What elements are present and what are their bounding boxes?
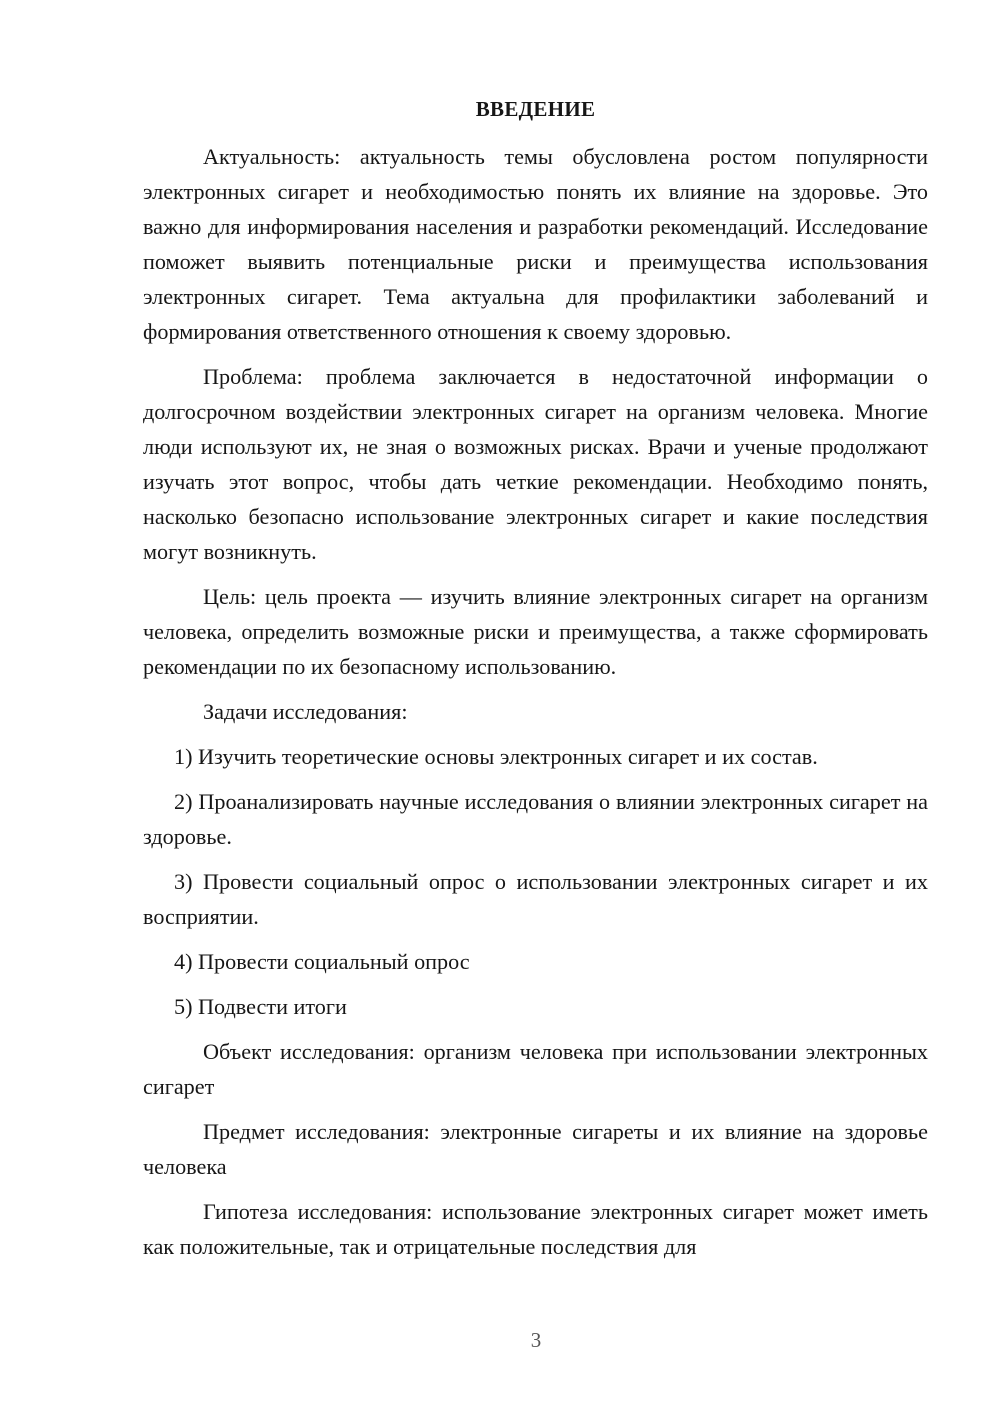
section-title: ВВЕДЕНИЕ [475,97,596,121]
task-item-3: 3) Провести социальный опрос о использовании электронных сигарет и их восприятии. [143,869,928,929]
paragraph-subject: Предмет исследования: электронные сигареты и их влияние на здоровье человека [143,1119,928,1179]
paragraph-hypothesis: Гипотеза исследования: использование электронных сигарет может иметь как положительные, так и отрицательные последствия для [143,1199,928,1259]
paragraph-problem: Проблема: проблема заключается в недостаточной информации о долгосрочном воздействии электронных сигарет на организм человека. Многие люди используют их, не зная о возможных рисках. Врачи и ученые продолжают изучать этот вопрос, чтобы дать четкие рекомендации. Необходимо понять, насколько безопасно использование электронных сигарет и какие последствия могут возникнуть. [143,364,928,564]
task-item-1: 1) Изучить теоретические основы электронных сигарет и их состав. [174,744,818,769]
task-item-4: 4) Провести социальный опрос [174,949,470,974]
task-item-5: 5) Подвести итоги [174,994,347,1019]
paragraph-goal: Цель: цель проекта — изучить влияние электронных сигарет на организм человека, определить возможные риски и преимущества, а также сформировать рекомендации по их безопасному использованию. [143,584,928,679]
task-item-2: 2) Проанализировать научные исследования о влиянии электронных сигарет на здоровье. [143,789,928,849]
paragraph-relevance: Актуальность: актуальность темы обусловлена ростом популярности электронных сигарет и необходимостью понять их влияние на здоровье. Это важно для информирования населения и разработки рекомендаций. Исследование поможет выявить потенциальные риски и преимущества использования электронных сигарет. Тема актуальна для профилактики заболеваний и формирования ответственного отношения к своему здоровью. [143,144,928,344]
paragraph-object: Объект исследования: организм человека при использовании электронных сигарет [143,1039,928,1099]
page-number: 3 [530,1328,542,1352]
document-page [143,92,928,1264]
paragraph-tasks-heading: Задачи исследования: [203,699,408,724]
